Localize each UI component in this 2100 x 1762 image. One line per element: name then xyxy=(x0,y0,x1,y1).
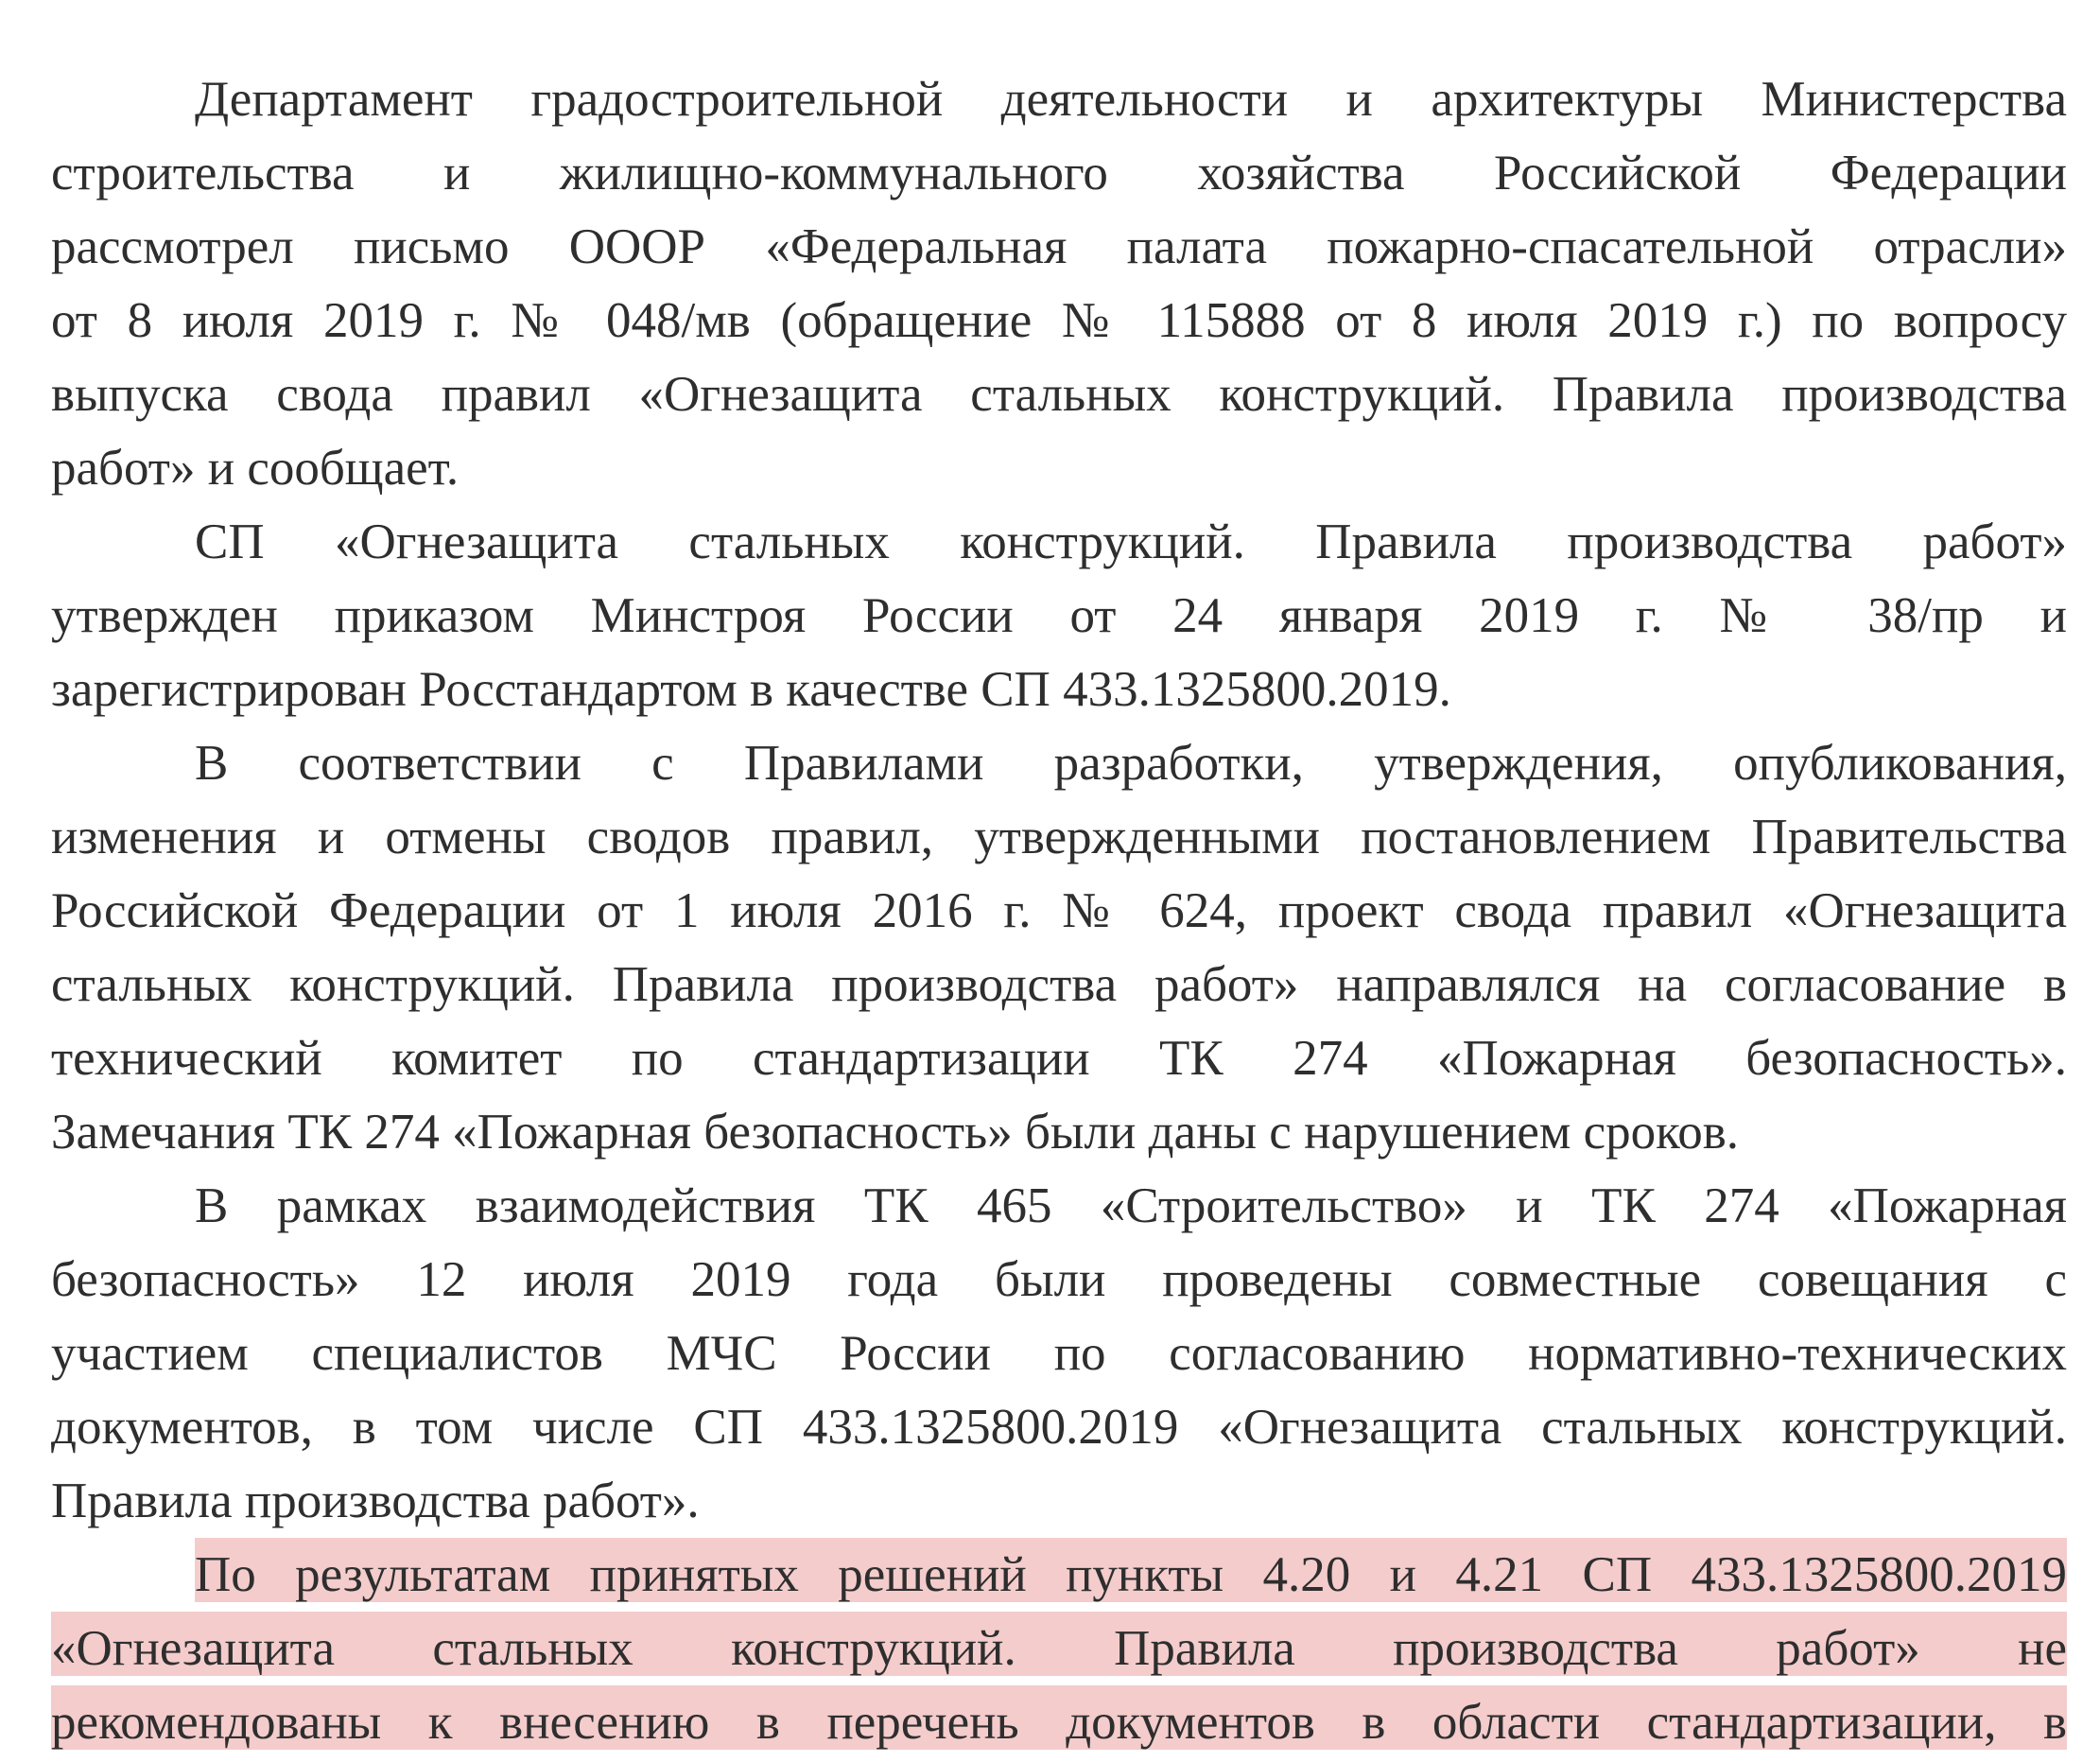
paragraph-2-line-1: СП «Огнезащита стальных конструкций. Правила производства работ» xyxy=(195,515,2067,569)
paragraph-4-line-1: В рамках взаимодействия ТК 465 «Строительство» и ТК 274 «Пожарная xyxy=(195,1178,2067,1233)
paragraph-3-line-5: технический комитет по стандартизации ТК 274 «Пожарная безопасность». xyxy=(51,1031,2067,1086)
paragraph-1-line-3: рассмотрел письмо ОООР «Федеральная палата пожарно-спасательной отрасли» xyxy=(51,219,2067,274)
paragraph-1-line-6: работ» и сообщает. xyxy=(51,441,460,496)
paragraph-4-line-5: Правила производства работ». xyxy=(51,1474,700,1528)
highlighted-paragraph-line-1: По результатам принятых решений пункты 4.20 и 4.21 СП 433.1325800.2019 xyxy=(195,1538,2067,1602)
paragraph-4-line-3: участием специалистов МЧС России по согласованию нормативно-технических xyxy=(51,1326,2067,1381)
paragraph-3-line-6: Замечания ТК 274 «Пожарная безопасность» были даны с нарушением сроков. xyxy=(51,1105,1739,1160)
paragraph-3-line-4: стальных конструкций. Правила производства работ» направлялся на согласование в xyxy=(51,957,2067,1012)
paragraph-1-line-5: выпуска свода правил «Огнезащита стальных конструкций. Правила производства xyxy=(51,367,2067,422)
paragraph-3-line-2: изменения и отмены сводов правил, утвержденными постановлением Правительства xyxy=(51,810,2067,864)
paragraph-4-line-4: документов, в том числе СП 433.1325800.2019 «Огнезащита стальных конструкций. xyxy=(51,1400,2067,1455)
paragraph-2-line-3: зарегистрирован Росстандартом в качестве СП 433.1325800.2019. xyxy=(51,662,1451,717)
paragraph-1-line-1: Департамент градостроительной деятельности и архитектуры Министерства xyxy=(195,72,2067,127)
paragraph-3-line-3: Российской Федерации от 1 июля 2016 г. № 624, проект свода правил «Огнезащита xyxy=(51,883,2067,938)
paragraph-1-line-4: от 8 июля 2019 г. № 048/мв (обращение № 115888 от 8 июля 2019 г.) по вопросу xyxy=(51,293,2067,348)
paragraph-1-line-2: строительства и жилищно-коммунального хозяйства Российской Федерации xyxy=(51,146,2067,201)
paragraph-2-line-2: утвержден приказом Минстроя России от 24 января 2019 г. № 38/пр и xyxy=(51,588,2067,643)
paragraph-3-line-1: В соответствии с Правилами разработки, утверждения, опубликования, xyxy=(195,736,2067,791)
highlighted-paragraph-line-3: рекомендованы к внесению в перечень документов в области стандартизации, в xyxy=(51,1685,2067,1750)
paragraph-4-line-2: безопасность» 12 июля 2019 года были проведены совместные совещания с xyxy=(51,1252,2067,1307)
highlighted-paragraph-line-2: «Огнезащита стальных конструкций. Правила производства работ» не xyxy=(51,1612,2067,1676)
